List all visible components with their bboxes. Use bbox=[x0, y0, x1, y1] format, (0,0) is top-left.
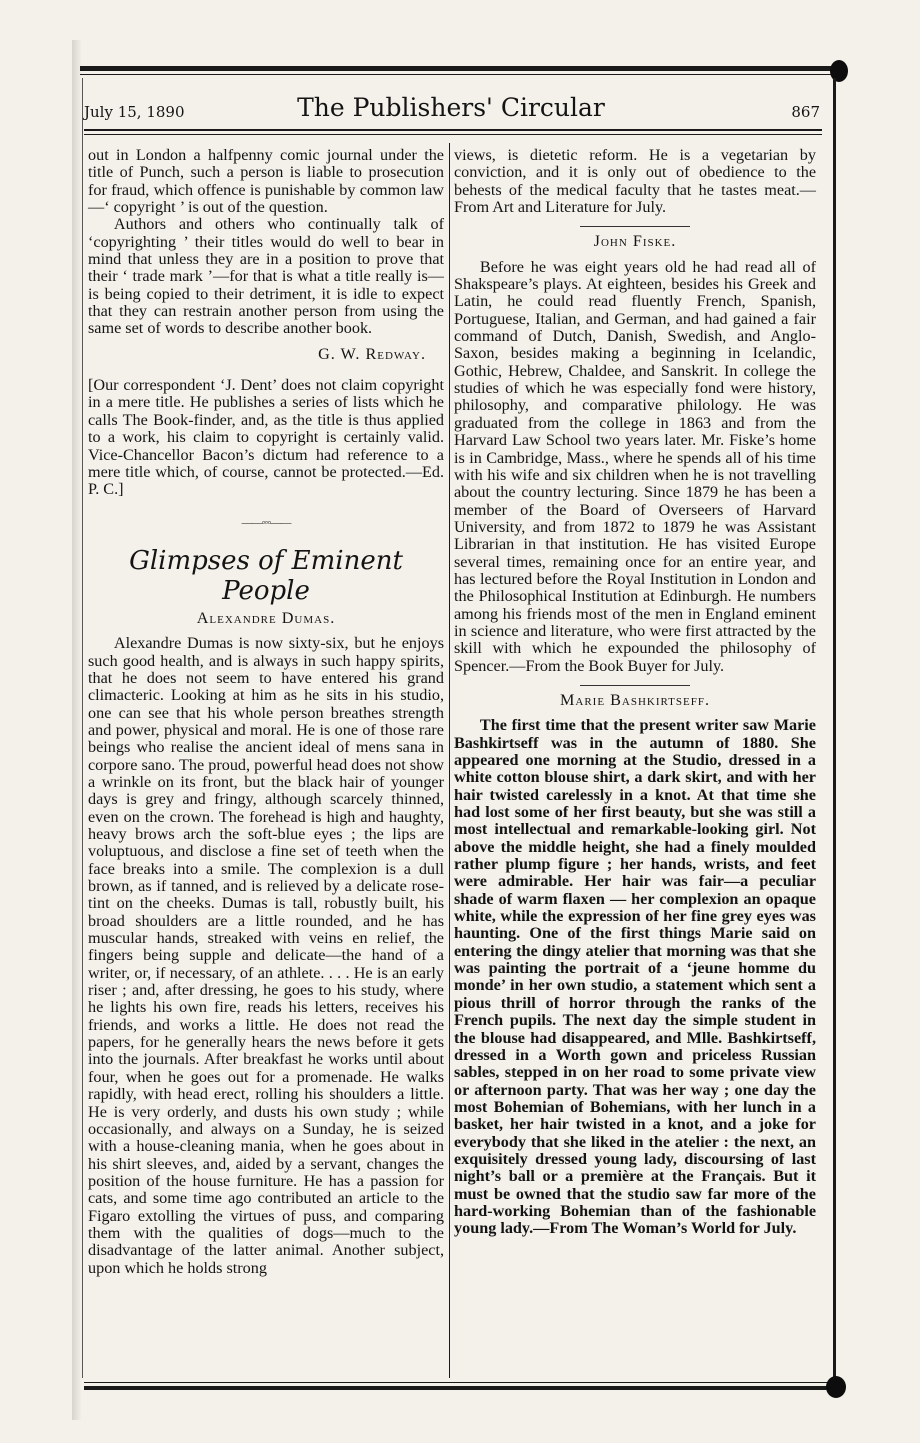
scan-shadow bbox=[72, 40, 82, 1420]
right-frame-rule bbox=[833, 78, 836, 1386]
issue-date: July 15, 1890 bbox=[84, 103, 185, 121]
page-header bbox=[82, 93, 820, 125]
fiske-heading: John Fiske. bbox=[593, 232, 677, 251]
left-frame-rule bbox=[82, 78, 83, 1378]
separator-rule bbox=[580, 685, 690, 686]
dumas-heading: Alexandre Dumas. bbox=[196, 608, 336, 627]
section-ornament: ——◦◦◦—— bbox=[241, 516, 291, 529]
bashkirtseff-heading: Marie Bashkirtseff. bbox=[559, 690, 711, 709]
bottom-border-thick bbox=[84, 1386, 836, 1390]
publication-title: The Publishers' Circular bbox=[297, 93, 605, 122]
section-title: Glimpses of Eminent People bbox=[129, 545, 403, 606]
bottom-border-thin bbox=[84, 1382, 836, 1383]
top-border-thin bbox=[80, 74, 840, 75]
corner-blot-bottom bbox=[826, 1376, 846, 1398]
copyright-paragraph-end: out in London a halfpenny comic journal under the title of Punch, such a person is liable to prosecution for fraud, which offence is punishable by common law—‘ copyright ’ is out of the question. bbox=[88, 146, 444, 217]
header-rule-thin bbox=[84, 134, 822, 135]
authors-paragraph: Authors and others who continually talk of ‘copyrighting ’ their titles would do well to bear in mind that unless they are in a position to prove that their ‘ trade mark ’—for that is what a title really is—is being copied to their detriment, it is idle to expect that they can restrain another person from using the same set of words to describe another book. bbox=[88, 215, 444, 338]
right-column bbox=[454, 147, 816, 1238]
fiske-article: Before he was eight years old he had read all of Shakspeare’s plays. At eighteen, besides his Greek and Latin, he could read fluently French, Spanish, Portuguese, Italian, and German, and had gained a fair command of Dutch, Danish, Swedish, and Anglo-Saxon, besides making a beginning in Icelandic, Gothic, Hebrew, Chaldee, and Sanskrit. In college the studies of which he was especially fond were history, philosophy, and comparative philology. He was graduated from the college in 1863 and from the Harvard Law School two years later. Mr. Fiske’s home is in Cambridge, Mass., where he spends all of his time with his wife and six children when he is not travelling about the country lecturing. Since 1879 he has been a member of the Board of Overseers of Harvard University, and from 1872 to 1879 he was Assistant Librarian in that institution. He has visited Europe several times, remaining once for an entire year, and has lectured before the Royal Institution in London and the Philosophical Institution at Edinburgh. He numbers among his friends most of the men in England eminent in science and literature, who were first attracted by the skill with which he expounded the philosophy of Spencer.—From the Book Buyer for July. bbox=[454, 257, 816, 675]
page-number: 867 bbox=[791, 103, 820, 121]
left-column bbox=[88, 147, 444, 1277]
header-rule-thick bbox=[84, 129, 822, 131]
separator-rule bbox=[580, 226, 690, 227]
dumas-article-continued: views, is dietetic reform. He is a vegetarian by conviction, and it is only out of obedience to the behests of the medical faculty that he tastes meat.—From Art and Literature for July. bbox=[454, 146, 816, 217]
dumas-article: Alexandre Dumas is now sixty-six, but he enjoys such good health, and is always in such happy spirits, that he does not seem to have entered his grand climacteric. Looking at him as he sits in his studio, one can see that his whole person breathes strength and power, physical and moral. He is one of those rare beings who realise the ancient ideal of mens sana in corpore sano. The proud, powerful head does not show a wrinkle on its front, but the black hair of younger days is grey and fringy, although scarcely thinned, even on the crown. The forehead is high and haughty, heavy brows arch the soft-blue eyes ; the lips are voluptuous, and disclose a fine set of teeth when the face breaks into a smile. The complexion is a dull brown, as if tanned, and is relieved by a delicate rose-tint on the cheeks. Dumas is tall, robustly built, his broad shoulders are a little rounded, and he has muscular hands, streaked with veins en relief, the fingers being supple and delicate—the hand of a writer, or, if necessary, of an athlete. . . . He is an early riser ; and, after dressing, he goes to his study, where he lights his own fire, reads his letters, receives his friends, and works a little. He does not read the papers, for he generally hears the news before it gets into the journals. After breakfast he works until about four, when he goes out for a promenade. He walks rapidly, with head erect, rolling his shoulders a little. He is very orderly, and dusts his own study ; while occasionally, and always on a Sunday, he is seized with a house-cleaning mania, when he goes about in his shirt sleeves, and, aided by a servant, changes the position of the house furniture. He has a passion for cats, and some time ago contributed an article to the Figaro extolling the virtues of puss, and comparing them with the qualities of dogs—much to the disadvantage of the latter animal. Another subject, upon which he holds strong bbox=[88, 634, 444, 1277]
author-signature: G. W. Redway. bbox=[318, 344, 426, 363]
bashkirtseff-article: The first time that the present writer saw Marie Bashkirtseff was in the autumn of 1880. She appeared one morning at the Studio, dressed in a white cotton blouse shirt, a dark skirt, and with her hair twisted carelessly in a knot. At that time she had lost some of her first beauty, but she was still a most intellectual and remarkable-looking girl. Not above the middle height, she had a finely moulded rather plump figure ; her hands, wrists, and feet were admirable. Her hair was fair—a peculiar shade of warm flaxen — her complexion an opaque white, while the expression of her fine grey eyes was haunting. One of the first things Marie said on entering the dingy atelier that morning was that she was painting the portrait of a ‘jeune homme du monde’ in her own studio, a statement which sent a pious thrill of horror through the ranks of the French pupils. The next day the simple student in the blouse had disappeared, and Mlle. Bashkirtseff, dressed in a Worth gown and priceless Russian sables, stepped in on her road to some private view or afternoon party. That was her way ; one day the most Bohemian of Bohemians, with her lunch in a basket, her hair twisted in a knot, and a joke for everybody that she liked in the atelier : the next, an exquisitely dressed young lady, discoursing of last night’s ball or a première at the Français. But it must be owned that the studio saw far more of the hard-working Bohemian than of the fashionable young lady.—From The Woman’s World for July. bbox=[454, 716, 816, 1238]
editor-note: [Our correspondent ‘J. Dent’ does not claim copyright in a mere title. He publishes a series of lists which he calls The Book-finder, and, as the title is thus applied to a work, his claim to copyright is certainly valid. Vice-Chancellor Bacon’s dictum had reference to a mere title which, of course, cannot be protected.—Ed. P. C.] bbox=[88, 376, 444, 499]
top-border-thick bbox=[80, 66, 840, 71]
column-divider bbox=[449, 143, 450, 1378]
